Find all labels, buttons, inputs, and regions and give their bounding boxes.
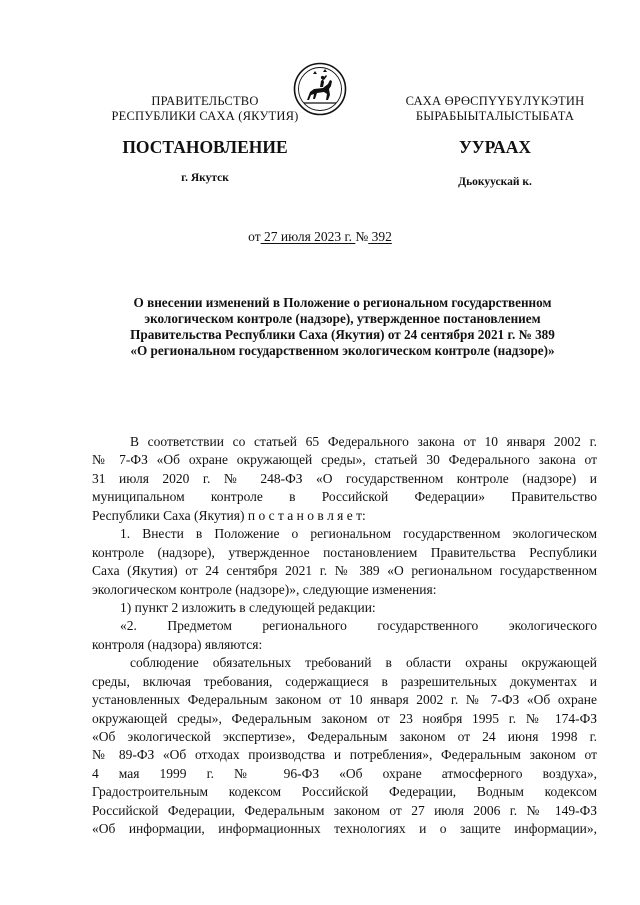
body-line: среды, включая требования, содержащиеся в разрешительных документах и (92, 673, 597, 689)
city-ru: г. Якутск (181, 172, 229, 184)
body-line: Республики Саха (Якутия) п о с т а н о в л я е т: (92, 507, 366, 523)
body-line: экологическом контроле (надзоре)», следующие изменения: (92, 581, 437, 597)
document-date: 27 июля 2023 г. (260, 229, 356, 244)
body-line: 1) пункт 2 изложить в следующей редакции: (120, 599, 376, 615)
title-line: Правительства Республики Саха (Якутия) от 24 сентября 2021 г. № 389 (130, 327, 555, 342)
government-name-ru (100, 94, 310, 124)
body-line: установленных Федеральным законом от 10 января 2002 г. № 7-ФЗ «Об охране (92, 692, 597, 708)
document-number: 392 (368, 229, 392, 244)
body-line: окружающей среды», Федеральным законом от 23 ноября 1995 г. № 174-ФЗ (92, 710, 597, 726)
document-date-number (0, 229, 640, 245)
body-line: 4 мая 1999 г. № 96-ФЗ «Об охране атмосферного воздуха», (92, 765, 597, 781)
body-line: «Об экологической экспертизе», Федеральным законом от 24 июня 1998 г. (92, 729, 597, 744)
doc-type-sah: УУРААХ (458, 137, 532, 157)
body-line: Градостроительным кодексом Российской Федерации, Водным кодексом (92, 784, 597, 800)
government-name-sah-line-2: БЫРАБЫЫТАЛЫСТЫБАТА (415, 109, 575, 123)
government-name-sah-line-1: САХА ӨРӨСПҮҮБҮЛҮКЭТИН (405, 94, 585, 108)
body-line: контроле (надзоре), утвержденное постановлением Правительства Республики (92, 544, 597, 560)
number-prefix: № (355, 229, 369, 244)
title-line: экологическом контроле (надзоре), утвержденное постановлением (144, 311, 541, 326)
title-line: О внесении изменений в Положение о региональном государственном (133, 295, 552, 310)
body-line: 31 июля 2020 г. № 248-ФЗ «О государственном контроле (надзоре) и (92, 470, 597, 486)
body-line: № 89-ФЗ «Об отходах производства и потребления», Федеральным законом от (92, 747, 597, 763)
body-line: 1. Внести в Положение о региональном государственном экологическом (120, 526, 597, 542)
body-line: контроля (надзора) являются: (92, 636, 263, 652)
document-body (92, 433, 597, 839)
government-name-sah (392, 94, 598, 124)
document-title (90, 295, 595, 359)
body-line: «2. Предметом регионального государственного экологического (120, 618, 597, 634)
government-name-ru-line-1: ПРАВИТЕЛЬСТВО (151, 94, 259, 108)
city-sah: Дьокуускай к. (458, 176, 532, 188)
doc-type-ru: ПОСТАНОВЛЕНИЕ (122, 137, 288, 157)
government-name-ru-line-2: РЕСПУБЛИКИ САХА (ЯКУТИЯ) (111, 109, 299, 123)
body-line: соблюдение обязательных требований в области охраны окружающей (130, 655, 597, 671)
body-line: Саха (Якутия) от 24 сентября 2021 г. № 389 «О региональном государственном (92, 563, 597, 579)
date-prefix: от (248, 229, 261, 244)
body-line: В соответствии со статьей 65 Федерального закона от 10 января 2002 г. (130, 434, 597, 449)
body-line: Российской Федерации, Федеральным законом от 27 июля 2006 г. № 149-ФЗ (92, 802, 597, 818)
title-line: «О региональном государственном экологическом контроле (надзоре)» (130, 343, 555, 358)
body-line: «Об информации, информационных технологиях и о защите информации», (92, 821, 597, 837)
body-line: № 7-ФЗ «Об охране окружающей среды», статьей 30 Федерального закона от (92, 452, 597, 468)
body-line: муниципальном контроле в Российской Федерации» Правительство (92, 489, 597, 505)
